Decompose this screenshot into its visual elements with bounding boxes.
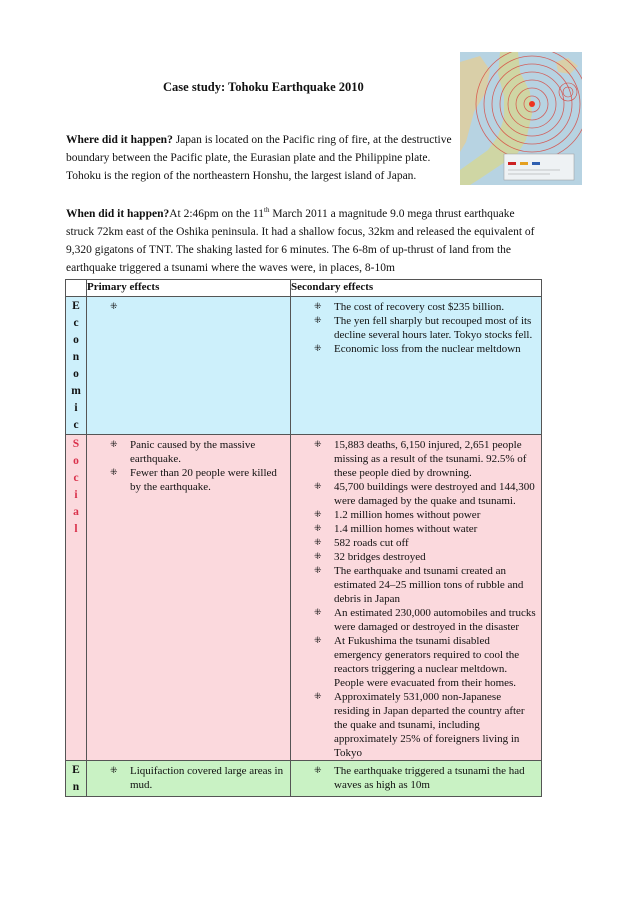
effects-table — [65, 279, 542, 797]
header-primary: Primary effects — [87, 280, 291, 297]
list-item: ⁜ The earthquake triggered a tsunami the had waves as high as 10m — [314, 765, 525, 791]
list-item: ⁜ Economic loss from the nuclear meltdown — [314, 343, 521, 355]
header-corner-cell — [66, 280, 87, 297]
list-item: ⁜ Liquifaction covered large areas in mud. — [110, 765, 284, 791]
when-paragraph — [66, 205, 544, 277]
bullet-icon: ⁜ — [314, 538, 322, 548]
social-primary-cell — [87, 435, 291, 761]
bullet-icon: ⁜ — [314, 524, 322, 534]
list-item: ⁜ The earthquake and tsunami created an estimated 24–25 million tons of rubble and debris in Japan — [314, 565, 524, 605]
bullet-icon: ⁜ — [314, 566, 322, 576]
list-item: ⁜ Fewer than 20 people were killed by the earthquake. — [110, 467, 277, 493]
list-item: ⁜ 32 bridges destroyed — [314, 551, 426, 563]
bullet-icon: ⁜ — [314, 482, 322, 492]
list-item: ⁜ 45,700 buildings were destroyed and 144,300 were damaged by the quake and tsunami. — [314, 481, 535, 507]
list-item: ⁜ 582 roads cut off — [314, 537, 409, 549]
list-item: ⁜ At Fukushima the tsunami disabled emergency generators required to cool the reactors triggering a nuclear meltdown. People were evacuated from their homes. — [314, 635, 520, 689]
bullet-icon: ⁜ — [314, 440, 322, 450]
list-item: ⁜ The cost of recovery cost $235 billion. — [314, 301, 505, 313]
when-sup: th — [264, 206, 270, 215]
when-label: When did it happen? — [66, 208, 170, 220]
economic-secondary-cell — [291, 297, 542, 435]
economic-label: E c o n o m i c — [66, 297, 87, 435]
social-row — [66, 435, 542, 761]
bullet-icon: ⁜ — [314, 608, 322, 618]
list-item: ⁜ The yen fell sharply but recouped most of its decline several hours later. Tokyo stocks fell. — [314, 315, 533, 341]
bullet-icon: ⁜ — [314, 316, 322, 326]
bullet-icon: ⁜ — [314, 552, 322, 562]
bullet-icon: ⁜ — [314, 636, 322, 646]
list-item: ⁜ Panic caused by the massive earthquake. — [110, 439, 256, 465]
bullet-icon: ⁜ — [110, 440, 118, 450]
social-secondary-cell — [291, 435, 542, 761]
when-text-a: At 2:46pm on the 11 — [169, 208, 264, 220]
social-label: S o c i a l — [66, 435, 87, 761]
page-title: Case study: Tohoku Earthquake 2010 — [163, 80, 364, 94]
bullet-icon: ⁜ — [110, 766, 118, 776]
environmental-label: E n — [66, 761, 87, 797]
list-item: ⁜ An estimated 230,000 automobiles and trucks were damaged or destroyed in the disaster — [314, 607, 536, 633]
list-item: ⁜ 1.2 million homes without power — [314, 509, 481, 521]
bullet-icon: ⁜ — [314, 344, 322, 354]
economic-row — [66, 297, 542, 435]
bullet-icon: ⁜ — [110, 468, 118, 478]
list-item: ⁜ 15,883 deaths, 6,150 injured, 2,651 people missing as a result of the tsunami. 92.5% of these people died by drowning. — [314, 439, 527, 479]
where-label: Where did it happen? — [66, 134, 173, 146]
when-text-b: March 2011 a magnitude 9.0 mega thrust earthquake struck 72km east of the Oshika peninsula. It had a shallow focus, 32km and released the equivalent of 9,320 gigatons of TNT. The shaking lasted for 6 minutes. The 6-8m of up-thrust of land from the earthquake triggered a tsunami where the waves were, in places, 8-10m — [66, 208, 535, 274]
environmental-secondary-cell — [291, 761, 542, 797]
where-paragraph — [66, 131, 458, 185]
where-text: Japan is located on the Pacific ring of fire, at the destructive boundary between the Pacific plate, the Eurasian plate and the Philippine plate. Tohoku is the region of the northeastern Honshu, the largest island of Japan. — [66, 134, 452, 182]
environmental-primary-cell — [87, 761, 291, 797]
economic-primary-cell — [87, 297, 291, 435]
bullet-icon: ⁜ — [110, 302, 118, 312]
table-header-row — [66, 280, 542, 297]
environmental-row — [66, 761, 542, 797]
list-item: ⁜ 1.4 million homes without water — [314, 523, 478, 535]
list-item: ⁜ Approximately 531,000 non-Japanese residing in Japan departed the country after the quake and tsunami, including approximately 25% of foreigners living in Tokyo — [314, 691, 525, 759]
bullet-icon: ⁜ — [314, 766, 322, 776]
header-secondary: Secondary effects — [291, 280, 542, 297]
bullet-icon: ⁜ — [314, 302, 322, 312]
bullet-icon: ⁜ — [314, 510, 322, 520]
bullet-icon: ⁜ — [314, 692, 322, 702]
earthquake-map-image — [460, 52, 582, 185]
